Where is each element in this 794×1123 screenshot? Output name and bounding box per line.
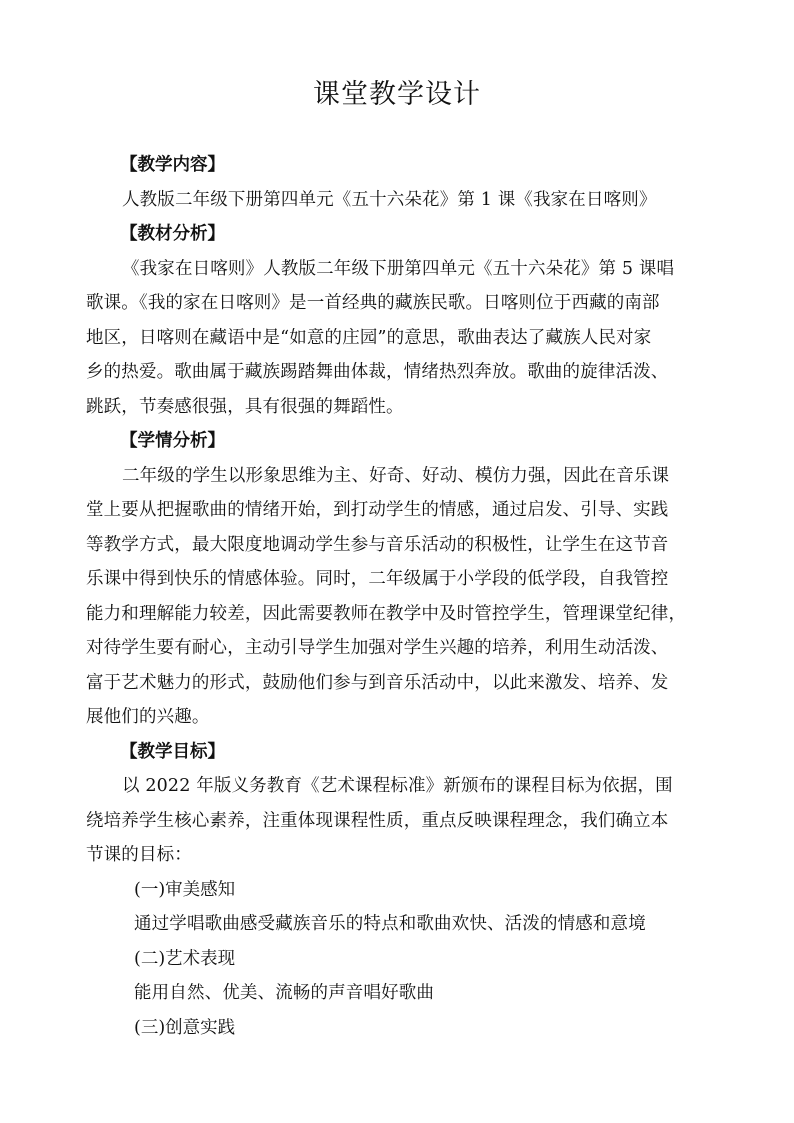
material-analysis-line: 跳跃，节奏感很强，具有很强的舞蹈性。 (86, 396, 404, 417)
section-heading-material-analysis: 【教材分析】 (120, 224, 225, 244)
section-heading-teaching-content: 【教学内容】 (120, 155, 225, 175)
section-heading-student-analysis: 【学情分析】 (120, 431, 225, 451)
student-analysis-line: 对待学生要有耐心，主动引导学生加强对学生兴趣的培养，利用生动活泼、 (86, 638, 669, 658)
material-analysis-line: 《我家在日喀则》人教版二年级下册第四单元《五十六朵花》第 5 课唱 (122, 258, 675, 279)
student-analysis-line: 等教学方式，最大限度地调动学生参与音乐活动的积极性，让学生在这节音 (86, 534, 669, 555)
goal-item-text: 能用自然、优美、流畅的声音唱好歌曲 (134, 983, 435, 1003)
student-analysis-line: 堂上要从把握歌曲的情绪开始，到打动学生的情感，通过启发、引导、实践 (86, 500, 669, 520)
teaching-goals-line: 绕培养学生核心素养，注重体现课程性质，重点反映课程理念，我们确立本 (86, 810, 669, 831)
student-analysis-line: 乐课中得到快乐的情感体验。同时，二年级属于小学段的低学段，自我管控 (86, 569, 669, 589)
student-analysis-line: 二年级的学生以形象思维为主、好奇、好动、模仿力强，因此在音乐课 (122, 465, 670, 486)
material-analysis-line: 歌课。《我的家在日喀则》是一首经典的藏族民歌。日喀则位于西藏的南部 (86, 293, 660, 313)
goal-item-label: (一)审美感知 (134, 879, 236, 900)
document-body (86, 148, 710, 1045)
material-analysis-line: 乡的热爱。歌曲属于藏族踢踏舞曲体裁，情绪热烈奔放。歌曲的旋律活泼、 (86, 362, 669, 382)
teaching-goals-line: 节课的目标： (86, 845, 192, 865)
student-analysis-line: 富于艺术魅力的形式，鼓励他们参与到音乐活动中，以此来激发、培养、发 (86, 672, 669, 693)
section-heading-teaching-goals: 【教学目标】 (120, 741, 225, 762)
material-analysis-line: 地区，日喀则在藏语中是“如意的庄园”的意思，歌曲表达了藏族人民对家 (86, 327, 652, 348)
page-title: 课堂教学设计 (313, 79, 481, 110)
student-analysis-line: 展他们的兴趣。 (86, 707, 210, 727)
teaching-goals-line: 以 2022 年版义务教育《艺术课程标准》新颁布的课程目标为依据，围 (122, 776, 673, 796)
goal-item-label: (二)艺术表现 (134, 948, 236, 969)
goal-item-text: 通过学唱歌曲感受藏族音乐的特点和歌曲欢快、活泼的情感和意境 (134, 914, 646, 934)
teaching-content-text: 人教版二年级下册第四单元《五十六朵花》第 1 课《我家在日喀则》 (122, 189, 657, 210)
goal-item-label: (三)创意实践 (134, 1017, 236, 1038)
student-analysis-line: 能力和理解能力较差，因此需要教师在教学中及时管控学生，管理课堂纪律， (86, 603, 687, 624)
